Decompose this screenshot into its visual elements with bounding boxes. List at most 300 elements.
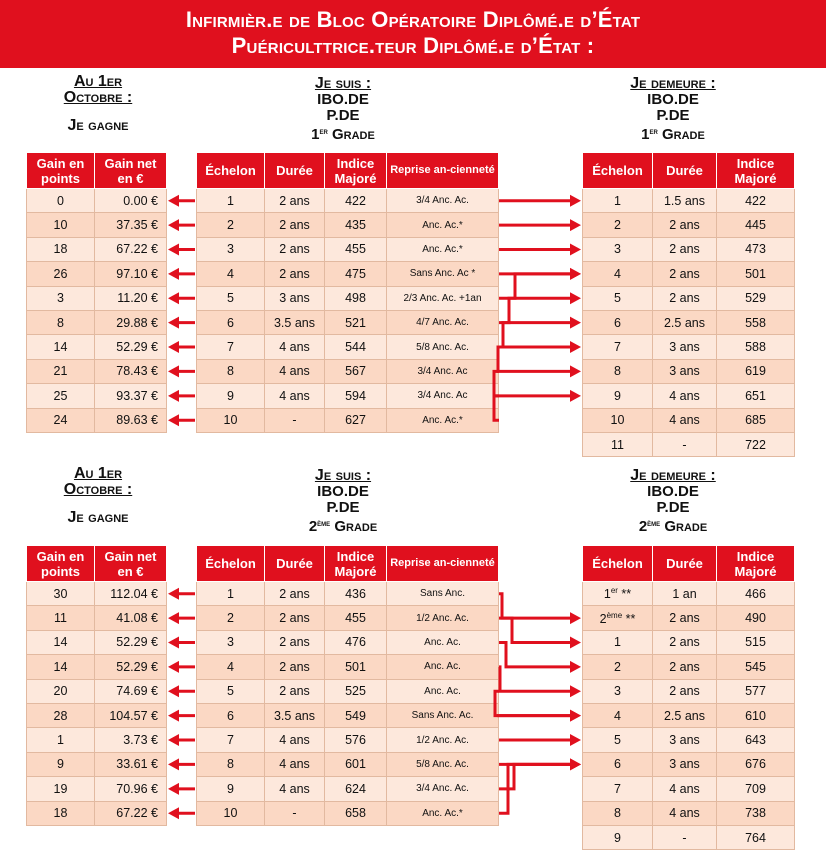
col-header-duree: Durée [265, 153, 325, 189]
gagne-row [27, 606, 167, 630]
reprise-cell: Anc. Ac.* [387, 237, 499, 261]
demeure-heading-grade [588, 516, 758, 535]
duree-cell: 3.5 ans [265, 703, 325, 727]
col-header-echelon: Échelon [583, 546, 653, 582]
demeure-row [583, 728, 795, 752]
arrow-left-icon [168, 783, 179, 795]
arrow-shaft [499, 764, 572, 788]
duree-cell: 1.5 ans [653, 189, 717, 213]
gain-net-cell: 52.29 € [95, 335, 167, 359]
duree-cell: 2 ans [265, 655, 325, 679]
demeure-row [583, 408, 795, 432]
arrow-shaft [498, 347, 572, 371]
duree-cell: 4 ans [265, 752, 325, 776]
echelon-cell: 6 [197, 310, 265, 334]
indice-cell: 577 [717, 679, 795, 703]
arrow-shaft [499, 594, 572, 618]
gain-points-cell: 3 [27, 286, 95, 310]
gain-net-cell: 52.29 € [95, 655, 167, 679]
arrow-left-icon [168, 390, 179, 402]
demeure-heading-line-2: IBO.DE [647, 91, 699, 108]
gagne-row [27, 655, 167, 679]
grade-number: 1 [311, 126, 320, 143]
duree-cell: 2 ans [265, 630, 325, 654]
echelon-cell: 10 [583, 408, 653, 432]
suis-row [197, 752, 499, 776]
duree-cell: 4 ans [265, 359, 325, 383]
gagne-row [27, 752, 167, 776]
gagne-heading-line-3: Je gagne [67, 509, 129, 526]
indice-cell: 558 [717, 310, 795, 334]
reprise-cell: Anc. Ac. [387, 655, 499, 679]
demeure-heading-1 [588, 76, 758, 143]
duree-cell: 2 ans [265, 582, 325, 606]
arrow-right-icon [570, 636, 581, 648]
demeure-heading-2 [588, 468, 758, 535]
echelon-cell: 9 [583, 825, 653, 849]
echelon-cell: 10 [197, 408, 265, 432]
gagne-table-1 [26, 152, 167, 433]
duree-cell: 4 ans [653, 384, 717, 408]
echelon-cell: 3 [197, 630, 265, 654]
gagne-row [27, 310, 167, 334]
indice-cell: 466 [717, 582, 795, 606]
arrow-right-icon [570, 685, 581, 697]
gagne-row [27, 630, 167, 654]
col-header-echelon: Échelon [583, 153, 653, 189]
reprise-cell: 5/8 Anc. Ac. [387, 752, 499, 776]
indice-cell: 601 [325, 752, 387, 776]
gain-points-cell: 20 [27, 679, 95, 703]
col-header-gain-points: Gain en points [27, 546, 95, 582]
grade-suffix: er [319, 127, 328, 136]
duree-cell: 4 ans [653, 777, 717, 801]
echelon-cell: 9 [197, 384, 265, 408]
gagne-heading-line-3: Je gagne [67, 117, 129, 134]
duree-cell: 2 ans [265, 679, 325, 703]
arrow-left-icon [168, 219, 179, 231]
arrow-shaft [499, 298, 572, 322]
arrow-right-icon [570, 758, 581, 770]
duree-cell: 2 ans [265, 237, 325, 261]
suis-row [197, 262, 499, 286]
indice-cell: 738 [717, 801, 795, 825]
echelon-cell: 11 [583, 432, 653, 456]
suis-row [197, 606, 499, 630]
suis-heading-grade [268, 516, 418, 535]
gain-net-cell: 74.69 € [95, 679, 167, 703]
indice-cell: 455 [325, 237, 387, 261]
col-header-gain-net: Gain net en € [95, 153, 167, 189]
gagne-row [27, 286, 167, 310]
arrow-left-icon [168, 414, 179, 426]
echelon-cell: 8 [583, 359, 653, 383]
duree-cell: 4 ans [265, 777, 325, 801]
echelon-cell: 6 [583, 752, 653, 776]
indice-cell: 501 [325, 655, 387, 679]
grade-number: 2 [308, 518, 318, 535]
duree-cell: 4 ans [265, 384, 325, 408]
suis-row [197, 703, 499, 727]
demeure-row [583, 606, 795, 630]
gain-points-cell: 14 [27, 335, 95, 359]
reprise-cell: Sans Anc. [387, 582, 499, 606]
gain-points-cell: 8 [27, 310, 95, 334]
duree-cell: 2 ans [265, 606, 325, 630]
suis-row [197, 630, 499, 654]
gain-points-cell: 30 [27, 582, 95, 606]
demeure-row [583, 310, 795, 334]
arrow-right-icon [570, 195, 581, 207]
demeure-row [583, 679, 795, 703]
echelon-cell: 8 [583, 801, 653, 825]
demeure-row [583, 777, 795, 801]
demeure-heading-line-3: P.DE [656, 499, 690, 516]
suis-row [197, 359, 499, 383]
indice-cell: 455 [325, 606, 387, 630]
echelon-cell: 4 [583, 262, 653, 286]
echelon-cell: 1 [583, 189, 653, 213]
arrow-right-icon [570, 661, 581, 673]
indice-cell: 490 [717, 606, 795, 630]
arrow-shaft [499, 764, 572, 813]
col-header-indice: Indice Majoré [717, 546, 795, 582]
echelon-cell: 9 [583, 384, 653, 408]
arrow-right-icon [570, 390, 581, 402]
arrow-shaft [494, 371, 572, 395]
arrow-left-icon [168, 365, 179, 377]
arrow-left-icon [168, 734, 179, 746]
gain-net-cell: 41.08 € [95, 606, 167, 630]
gagne-row [27, 335, 167, 359]
echelon-suffix: er [610, 586, 618, 596]
duree-cell: 3 ans [653, 359, 717, 383]
col-header-reprise: Reprise an-cienneté [387, 546, 499, 582]
echelon-cell: 4 [197, 655, 265, 679]
indice-cell: 651 [717, 384, 795, 408]
demeure-row [583, 189, 795, 213]
suis-table-1 [196, 152, 499, 433]
echelon-cell: 4 [197, 262, 265, 286]
title-banner [0, 0, 826, 68]
indice-cell: 627 [325, 408, 387, 432]
col-header-indice: Indice Majoré [325, 546, 387, 582]
gain-points-cell: 14 [27, 655, 95, 679]
indice-cell: 445 [717, 213, 795, 237]
duree-cell: 2 ans [653, 679, 717, 703]
suis-row [197, 189, 499, 213]
gain-points-cell: 0 [27, 189, 95, 213]
demeure-row [583, 703, 795, 727]
col-header-indice: Indice Majoré [325, 153, 387, 189]
demeure-row [583, 752, 795, 776]
arrow-shaft [499, 274, 572, 298]
suis-heading-line-3: P.DE [326, 499, 360, 516]
suis-row [197, 801, 499, 825]
gain-net-cell: 97.10 € [95, 262, 167, 286]
indice-cell: 422 [325, 189, 387, 213]
gain-net-cell: 70.96 € [95, 777, 167, 801]
demeure-row [583, 213, 795, 237]
echelon-cell: 1 [583, 630, 653, 654]
gain-net-cell: 11.20 € [95, 286, 167, 310]
duree-cell: - [265, 801, 325, 825]
arrow-right-icon [570, 612, 581, 624]
echelon-cell: 1 [197, 582, 265, 606]
duree-cell: - [265, 408, 325, 432]
gain-net-cell: 112.04 € [95, 582, 167, 606]
duree-cell: 4 ans [653, 408, 717, 432]
gagne-row [27, 213, 167, 237]
indice-cell: 498 [325, 286, 387, 310]
arrow-left-icon [168, 588, 179, 600]
reprise-cell: Anc. Ac. [387, 630, 499, 654]
demeure-row [583, 655, 795, 679]
gagne-row [27, 703, 167, 727]
suis-row [197, 679, 499, 703]
arrow-shaft [499, 618, 572, 642]
arrow-left-icon [168, 807, 179, 819]
demeure-row [583, 286, 795, 310]
gagne-row [27, 801, 167, 825]
echelon-cell: 1er ** [583, 582, 653, 606]
echelon-cell: 2 [197, 213, 265, 237]
indice-cell: 764 [717, 825, 795, 849]
gain-net-cell: 89.63 € [95, 408, 167, 432]
reprise-cell: 1/2 Anc. Ac. [387, 728, 499, 752]
gain-net-cell: 93.37 € [95, 384, 167, 408]
arrow-right-icon [570, 758, 581, 770]
arrow-left-icon [168, 243, 179, 255]
gagne-heading-line-1: Au 1er [73, 73, 123, 90]
gagne-heading-line-2: Octobre : [63, 481, 133, 498]
echelon-cell: 7 [583, 335, 653, 359]
indice-cell: 643 [717, 728, 795, 752]
gain-points-cell: 9 [27, 752, 95, 776]
duree-cell: 2 ans [653, 262, 717, 286]
grade-suffix: ème [647, 519, 661, 528]
indice-cell: 624 [325, 777, 387, 801]
grade-word: Grade [334, 518, 378, 535]
arrow-shaft [499, 667, 572, 691]
gagne-row [27, 679, 167, 703]
suis-row [197, 582, 499, 606]
duree-cell: 3 ans [653, 335, 717, 359]
arrow-right-icon [570, 243, 581, 255]
echelon-cell: 4 [583, 703, 653, 727]
indice-cell: 545 [717, 655, 795, 679]
col-header-echelon: Échelon [197, 546, 265, 582]
gagne-row [27, 262, 167, 286]
grade-number: 2 [638, 518, 648, 535]
gagne-heading-line-2: Octobre : [63, 89, 133, 106]
grade-number: 1 [641, 126, 650, 143]
col-header-duree: Durée [653, 153, 717, 189]
grade-word: Grade [662, 126, 705, 143]
indice-cell: 501 [717, 262, 795, 286]
arrow-left-icon [168, 292, 179, 304]
gain-points-cell: 14 [27, 630, 95, 654]
reprise-cell: 3/4 Anc. Ac. [387, 777, 499, 801]
suis-row [197, 728, 499, 752]
demeure-row [583, 825, 795, 849]
gain-points-cell: 11 [27, 606, 95, 630]
duree-cell: 3 ans [653, 752, 717, 776]
gain-net-cell: 0.00 € [95, 189, 167, 213]
duree-cell: 2 ans [653, 213, 717, 237]
reprise-cell: 3/4 Anc. Ac [387, 384, 499, 408]
demeure-heading-line-3: P.DE [656, 107, 690, 124]
gagne-row [27, 237, 167, 261]
duree-cell: 3 ans [265, 286, 325, 310]
demeure-heading-line-1: Je demeure : [630, 75, 716, 92]
gain-points-cell: 25 [27, 384, 95, 408]
demeure-heading-line-2: IBO.DE [647, 483, 699, 500]
arrow-left-icon [168, 685, 179, 697]
echelon-cell: 9 [197, 777, 265, 801]
gagne-table-2 [26, 545, 167, 826]
col-header-echelon: Échelon [197, 153, 265, 189]
indice-cell: 594 [325, 384, 387, 408]
arrow-left-icon [168, 268, 179, 280]
suis-row [197, 237, 499, 261]
gain-net-cell: 67.22 € [95, 237, 167, 261]
gain-points-cell: 18 [27, 237, 95, 261]
reprise-cell: 4/7 Anc. Ac. [387, 310, 499, 334]
gain-points-cell: 18 [27, 801, 95, 825]
indice-cell: 529 [717, 286, 795, 310]
reprise-cell: Anc. Ac. [387, 679, 499, 703]
duree-cell: 2 ans [653, 606, 717, 630]
reprise-cell: Anc. Ac.* [387, 408, 499, 432]
arrow-shaft [494, 396, 572, 420]
suis-table-2 [196, 545, 499, 826]
gagne-heading-2 [28, 466, 168, 526]
suis-heading-2 [268, 468, 418, 535]
echelon-suffix: ème [606, 610, 623, 620]
gagne-row [27, 189, 167, 213]
echelon-cell: 5 [197, 286, 265, 310]
echelon-cell: 10 [197, 801, 265, 825]
echelon-cell: 5 [197, 679, 265, 703]
gain-net-cell: 33.61 € [95, 752, 167, 776]
echelon-cell: 2 [583, 213, 653, 237]
col-header-gain-points: Gain en points [27, 153, 95, 189]
arrow-right-icon [570, 292, 581, 304]
arrow-left-icon [168, 636, 179, 648]
arrow-right-icon [570, 710, 581, 722]
arrow-right-icon [570, 317, 581, 329]
arrow-right-icon [570, 710, 581, 722]
duree-cell: 4 ans [265, 728, 325, 752]
gain-points-cell: 19 [27, 777, 95, 801]
duree-cell: 3 ans [653, 728, 717, 752]
demeure-row [583, 335, 795, 359]
suis-row [197, 335, 499, 359]
grade-word: Grade [332, 126, 375, 143]
demeure-row [583, 384, 795, 408]
suis-heading-1 [268, 76, 418, 143]
arrow-shaft [499, 642, 572, 666]
demeure-row [583, 237, 795, 261]
gagne-row [27, 777, 167, 801]
gagne-row [27, 359, 167, 383]
grade-suffix: ème [317, 519, 331, 528]
indice-cell: 676 [717, 752, 795, 776]
arrow-right-icon [570, 758, 581, 770]
grade-suffix: er [649, 127, 658, 136]
col-header-duree: Durée [653, 546, 717, 582]
gain-points-cell: 1 [27, 728, 95, 752]
demeure-table-1 [582, 152, 795, 457]
echelon-cell: 2ème ** [583, 606, 653, 630]
demeure-table-2 [582, 545, 795, 850]
indice-cell: 567 [325, 359, 387, 383]
echelon-cell: 2 [583, 655, 653, 679]
gain-points-cell: 10 [27, 213, 95, 237]
gain-net-cell: 3.73 € [95, 728, 167, 752]
banner-line-1: Infirmièr.e de Bloc Opératoire Diplômé.e d’État [185, 7, 641, 32]
demeure-heading-grade [588, 124, 758, 143]
suis-heading-line-2: IBO.DE [317, 91, 369, 108]
arrow-shaft [499, 323, 572, 347]
indice-cell: 422 [717, 189, 795, 213]
arrow-right-icon [570, 341, 581, 353]
echelon-cell: 7 [197, 335, 265, 359]
suis-row [197, 310, 499, 334]
echelon-cell: 3 [197, 237, 265, 261]
arrow-left-icon [168, 317, 179, 329]
gagne-heading-line-1: Au 1er [73, 465, 123, 482]
duree-cell: 2 ans [265, 213, 325, 237]
echelon-cell: 5 [583, 286, 653, 310]
suis-heading-line-3: P.DE [326, 107, 360, 124]
echelon-cell: 2 [197, 606, 265, 630]
gain-net-cell: 78.43 € [95, 359, 167, 383]
arrow-left-icon [168, 710, 179, 722]
duree-cell: 2.5 ans [653, 703, 717, 727]
duree-cell: 4 ans [265, 335, 325, 359]
duree-cell: 2 ans [653, 286, 717, 310]
suis-heading-line-2: IBO.DE [317, 483, 369, 500]
indice-cell: 722 [717, 432, 795, 456]
arrow-left-icon [168, 758, 179, 770]
col-header-indice: Indice Majoré [717, 153, 795, 189]
col-header-reprise: Reprise an-cienneté [387, 153, 499, 189]
arrow-left-icon [168, 341, 179, 353]
suis-heading-line-1: Je suis : [314, 75, 372, 92]
echelon-cell: 1 [197, 189, 265, 213]
demeure-row [583, 801, 795, 825]
indice-cell: 610 [717, 703, 795, 727]
duree-cell: 2 ans [265, 262, 325, 286]
indice-cell: 709 [717, 777, 795, 801]
echelon-cell: 7 [583, 777, 653, 801]
gain-net-cell: 29.88 € [95, 310, 167, 334]
gagne-row [27, 728, 167, 752]
arrow-right-icon [570, 734, 581, 746]
reprise-cell: Anc. Ac.* [387, 801, 499, 825]
reprise-cell: 2/3 Anc. Ac. +1an [387, 286, 499, 310]
duree-cell: 2 ans [653, 630, 717, 654]
gagne-row [27, 408, 167, 432]
echelon-cell: 3 [583, 679, 653, 703]
suis-row [197, 777, 499, 801]
duree-cell: - [653, 432, 717, 456]
arrow-right-icon [570, 219, 581, 231]
demeure-row [583, 262, 795, 286]
gagne-row [27, 384, 167, 408]
